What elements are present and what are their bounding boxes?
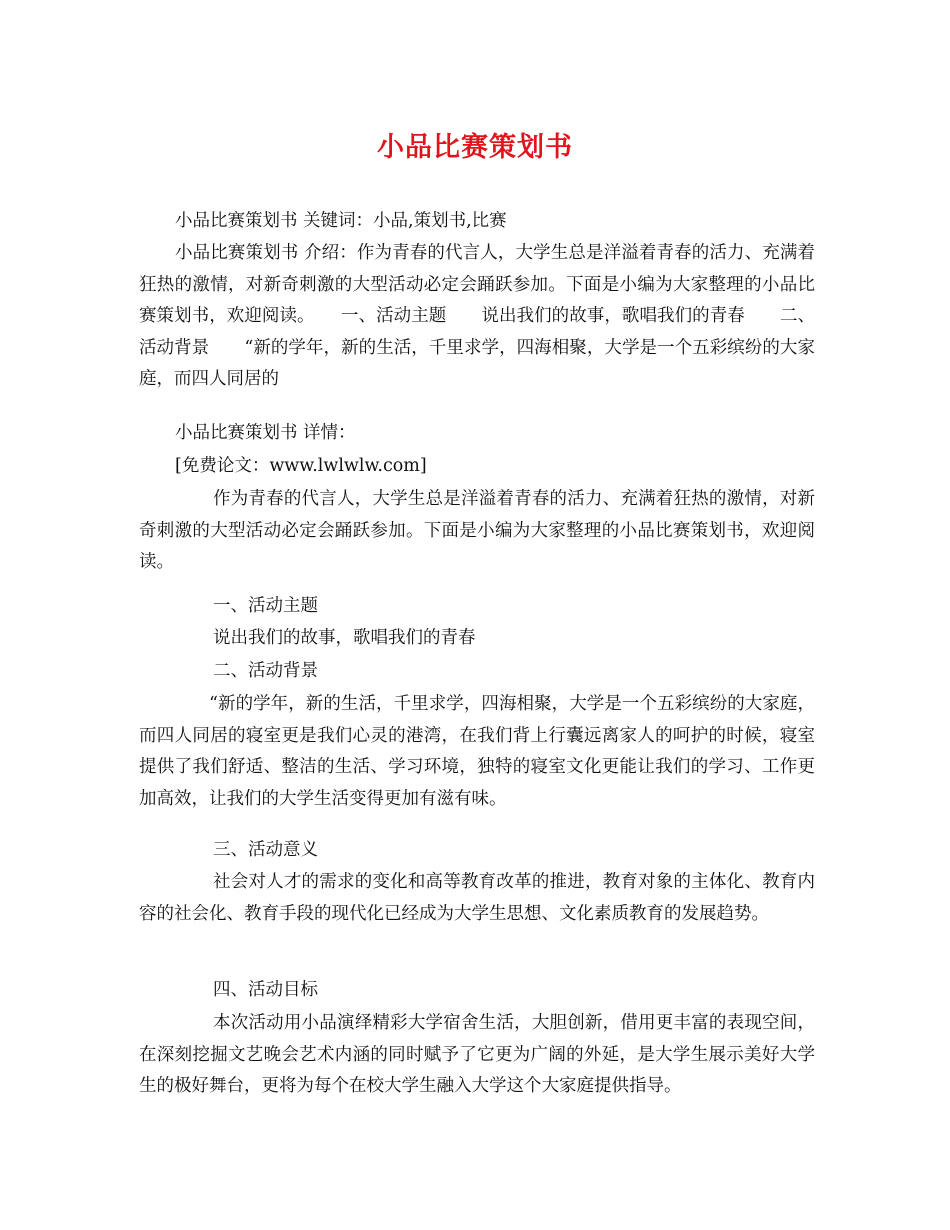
section-heading-theme: 一、活动主题 xyxy=(213,596,318,616)
section-heading-goal: 四、活动目标 xyxy=(213,980,318,1000)
details-line: 小品比赛策划书 详情： xyxy=(175,423,356,443)
keywords-line: 小品比赛策划书 关键词：小品,策划书,比赛 xyxy=(175,211,507,231)
section-heading-significance: 三、活动意义 xyxy=(213,840,318,860)
theme-text: 说出我们的故事，歌唱我们的青春 xyxy=(213,628,476,648)
intro-paragraph: 小品比赛策划书 介绍：作为青春的代言人，大学生总是洋溢着青春的活力、充满着狂热的激情，对新奇刺激的大型活动必定会踊跃参加。下面是小编为大家整理的小品比赛策划书，欢迎阅读。 一、活动主题 说出我们的故事，歌唱我们的青春 二、活动背景 “新的学年，新的生活，千里求学，四海相聚，大学是一个五彩缤纷的大家庭，而四人同居的 xyxy=(139,243,815,389)
goal-paragraph: 本次活动用小品演绎精彩大学宿舍生活，大胆创新，借用更丰富的表现空间，在深刻挖掘文艺晚会艺术内涵的同时赋予了它更为广阔的外延，是大学生展示美好大学生的极好舞台，更将为每个在校大学生融入大学这个大家庭提供指导。 xyxy=(139,1013,815,1096)
section-heading-background: 二、活动背景 xyxy=(213,661,318,681)
document-title: 小品比赛策划书 xyxy=(377,132,573,163)
significance-paragraph: 社会对人才的需求的变化和高等教育改革的推进，教育对象的主体化、教育内容的社会化、教育手段的现代化已经成为大学生思想、文化素质教育的发展趋势。 xyxy=(139,872,815,924)
background-paragraph: “新的学年，新的生活，千里求学，四海相聚，大学是一个五彩缤纷的大家庭，而四人同居的寝室更是我们心灵的港湾，在我们背上行囊远离家人的呵护的时候，寝室提供了我们舒适、整洁的生活、学习环境，独特的寝室文化更能让我们的学习、工作更加高效，让我们的大学生活变得更加有滋有味。 xyxy=(139,694,815,809)
source-line: [免费论文：www.lwlwlw.com] xyxy=(175,456,427,476)
body-paragraph-intro: 作为青春的代言人，大学生总是洋溢着青春的活力、充满着狂热的激情，对新奇刺激的大型活动必定会踊跃参加。下面是小编为大家整理的小品比赛策划书，欢迎阅读。 xyxy=(139,489,815,572)
